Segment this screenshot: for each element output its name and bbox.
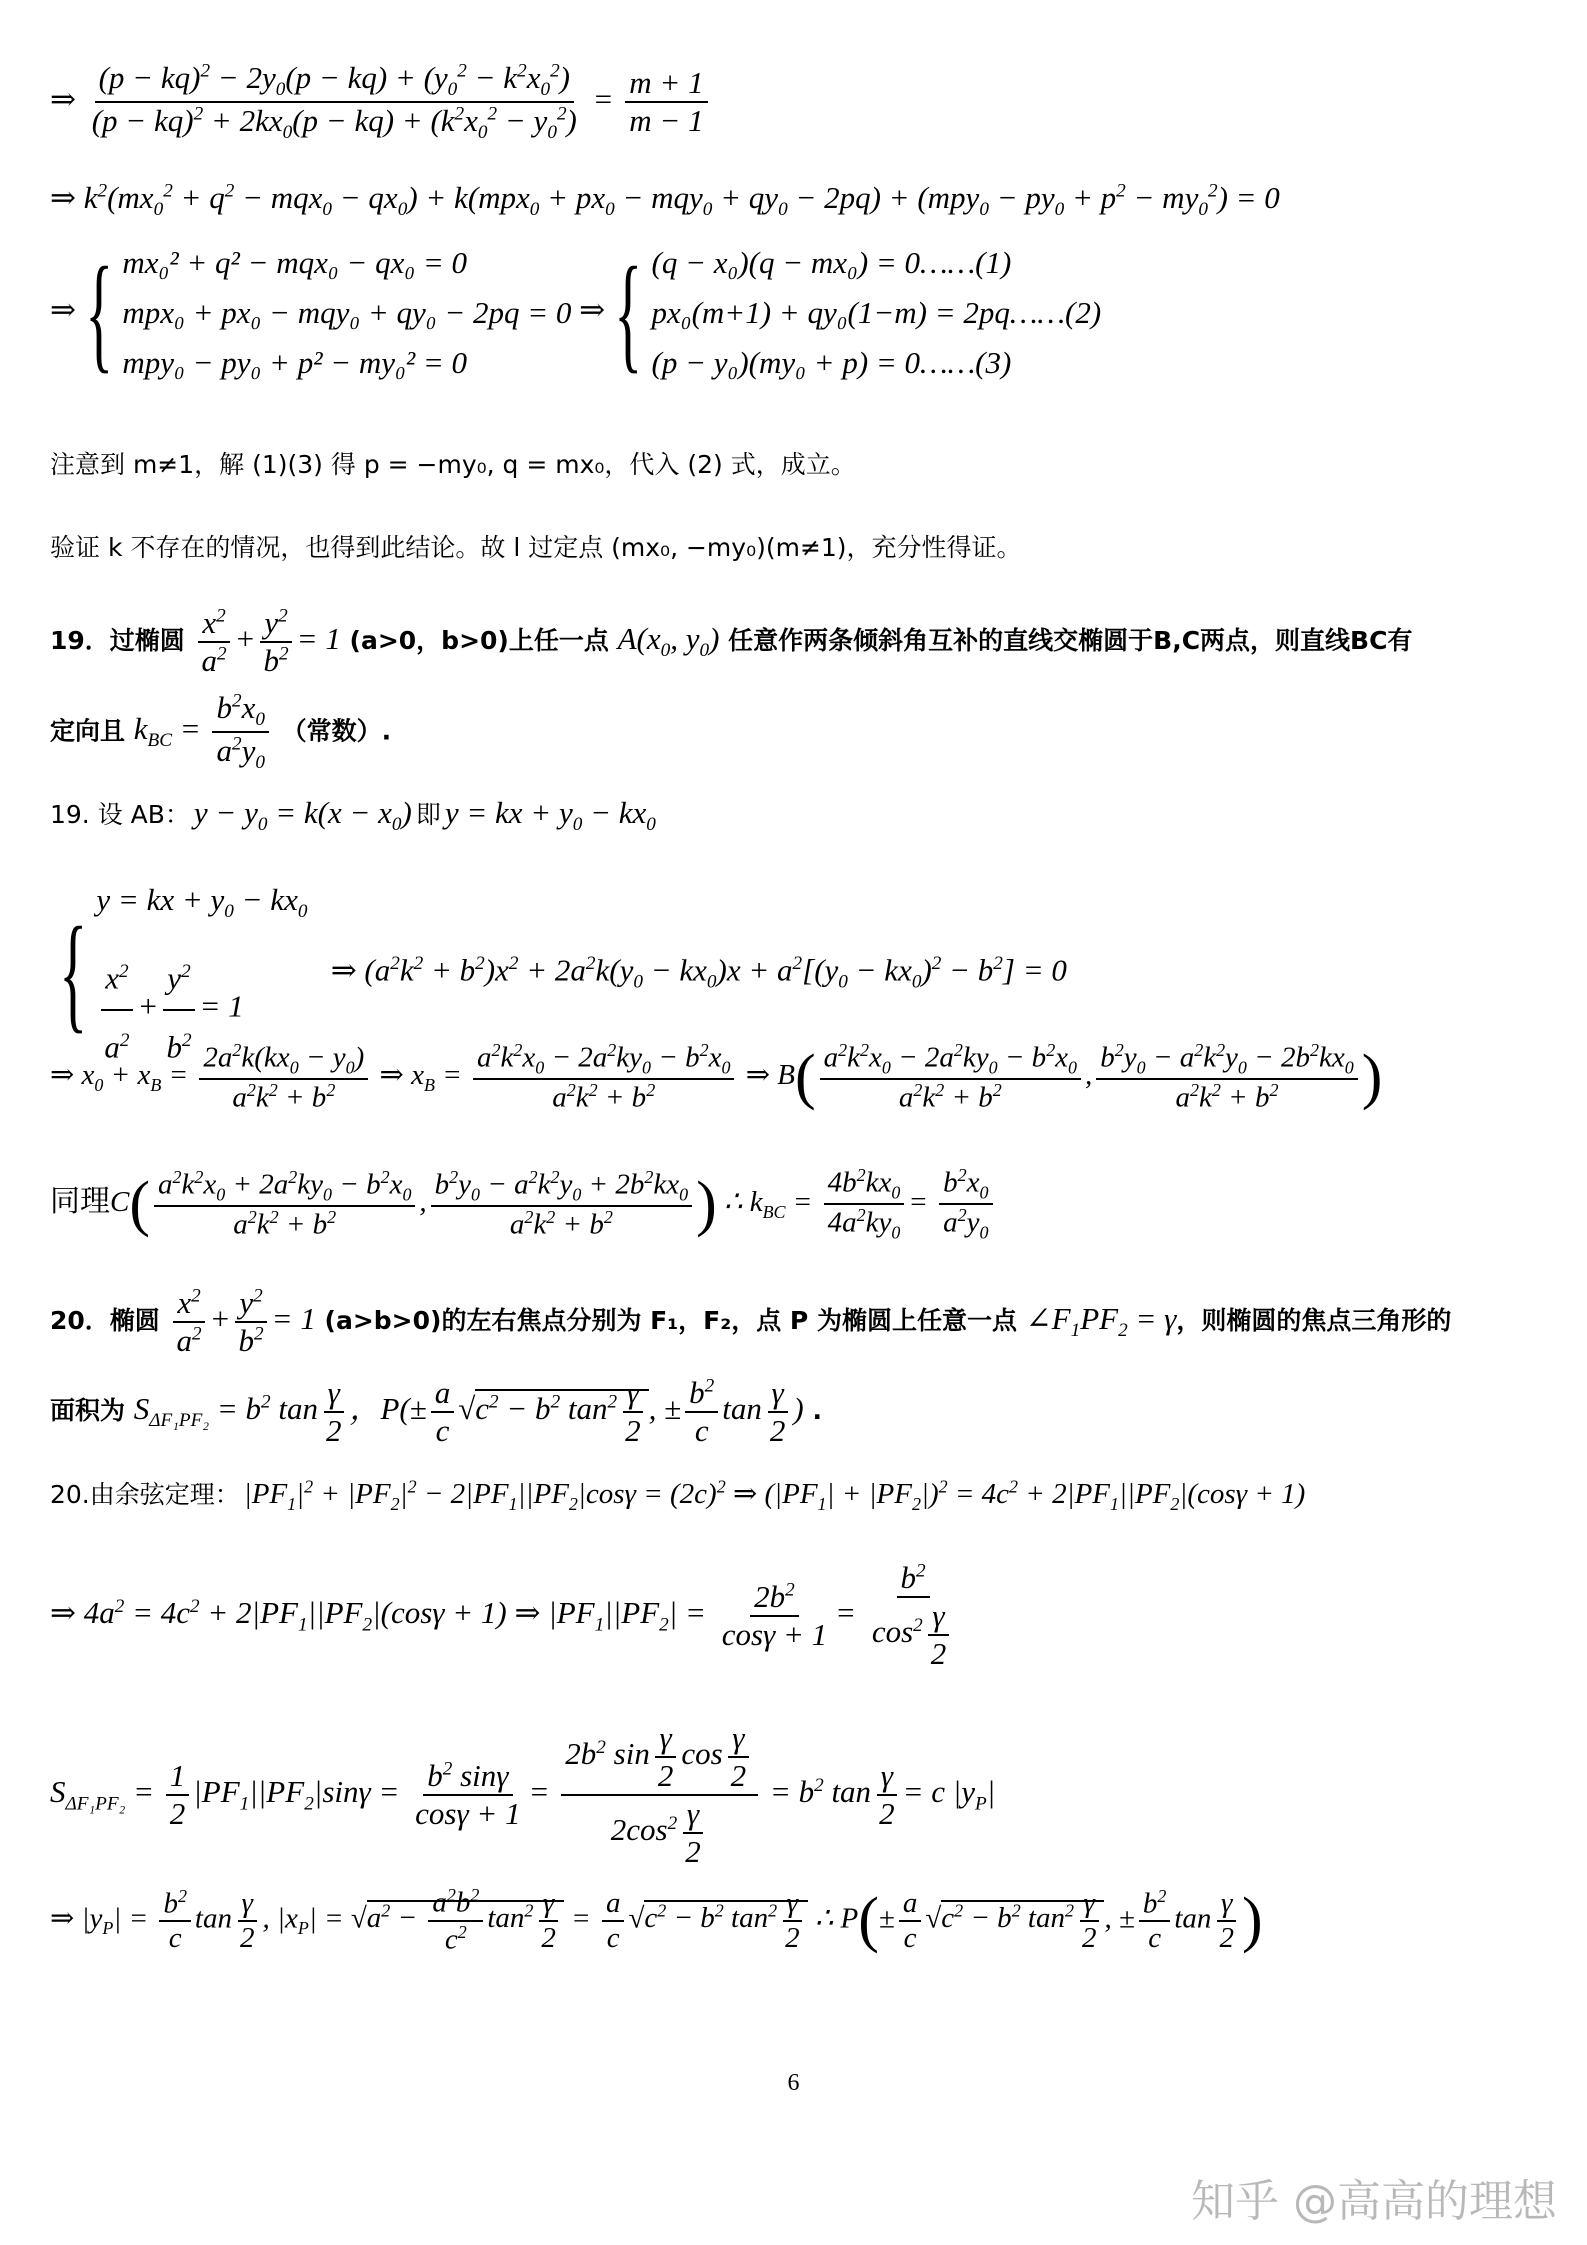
problem-19-label: 19．过椭圆 [50,626,185,656]
problem-20-cond: (a>b>0)的左右焦点分别为 F₁，F₂，点 P 为椭圆上任意一点 [324,1306,1017,1336]
problem-20-stmt-d: . [812,1396,822,1426]
note-2: 验证 k 不存在的情况，也得到此结论。故 l 过定点 (mx₀, −my₀)(m≠1)，充分性得证。 [50,533,1022,562]
problem-20-label: 20．椭圆 [50,1306,160,1336]
problem-19-stmt: 任意作两条倾斜角互补的直线交椭圆于B,C两点，则直线BC有 [728,626,1413,656]
derivation-line-2: ⇒ $k^2(mx_0^2 + q^2 - mqx_0 - qx_0) + k(mpx_0 + px_0 - mqy_0 + qy_0 - 2pq) + (mpy_0 - py_0 + p^2 - my_0^2) = 0$ [50,180,1280,221]
system-left-3: mpy₀ − py₀ + p² − my₀² = 0 [122,345,468,380]
problem-19-cond: (a>0，b>0)上任一点 [349,626,609,656]
note-1: 注意到 m≠1，解 (1)(3) 得 p = −my₀, q = mx₀，代入 (2) 式，成立。 [50,450,856,479]
system-left-2: mpx₀ + px₀ − mqy₀ + qy₀ − 2pq = 0 [122,295,572,330]
problem-20-stmt-c: 面积为 [50,1396,126,1426]
problem-20-line-1: 20．椭圆 $\frac{x^2}{a^2}$ + $\frac{y^2}{b^2}$ = 1 (a>b>0)的左右焦点分别为 F₁，F₂，点 P 为椭圆上任意一点 $\angle F_1PF_2 = \gamma$，则椭圆的焦点三角形的 [50,1285,1452,1358]
derivation-system: ⇒{ mx₀² + q² − mqx₀ − qx₀ = 0 mpx₀ + px₀ − mqy₀ + qy₀ − 2pq = 0 mpy₀ − py₀ + p² − my₀² = 0 ⇒{ (q − x₀)(q − mx₀) = 0……(1) px₀(m+1) + qy₀(1−m) = 2pq……(2) (p − y₀)(my₀ + p) = 0……(3) [50,238,1547,388]
solution-20-cos-law: 20.由余弦定理： $|PF_1|^2 + |PF_2|^2 - 2|PF_1||PF_2|\cos\gamma = (2c)^2$ ⇒ $(|PF_1| + |PF_2|)^2 = 4c^2 + 2|PF_1||PF_2|(\cos\gamma + 1)$ [50,1476,1306,1514]
problem-19-stmt-c: 定向且 [50,716,126,746]
system-right-3: (p − y₀)(my₀ + p) = 0……(3) [651,345,1012,380]
solution-19-intro: 19. 设 AB： $y - y_0 = k(x - x_0)$ 即 y = kx + $y_0 - kx_0$ [50,795,656,836]
system-left-1: mx₀² + q² − mqx₀ − qx₀ = 0 [122,245,468,280]
solution-19-xb: ⇒ $x_0 + x_B$ = $\frac{2a^2k(kx_0 - y_0)}{a^2k^2 + b^2}$ ⇒ $x_B$ = $\frac{a^2k^2x_0 - 2a^2ky_0 - b^2x_0}{a^2k^2 + b^2}$ ⇒ B( $\frac{a^2k^2x_0 - 2a^2ky_0 - b^2x_0}{a^2k^2 + b^2}$ , $\frac{b^2y_0 - a^2k^2y_0 - 2b^2kx_0}{a^2k^2 + b^2}$ ) [50,1040,1383,1115]
problem-20-stmt: ，则椭圆的焦点三角形的 [1176,1306,1452,1336]
system-right-1: (q − x₀)(q − mx₀) = 0……(1) [651,245,1012,280]
problem-19-line-1: 19．过椭圆 $\frac{x^2}{a^2}$ + $\frac{y^2}{b^2}$ = 1 (a>0，b>0)上任一点 $A(x_0$, $y_0$) 任意作两条倾斜角互补的直线交椭圆于B,C两点，则直线BC有 [50,605,1413,678]
problem-20-line-2: 面积为 $S_{\Delta F_1PF_2} = b^2$ tan $\frac{\gamma}{2}$ ，P(± $\frac{a}{c}$ $√c^2 - b^2$ $\tan^2$ $\frac{\gamma}{2}$ , ± $\frac{b^2}{c}$ tan $\frac{\gamma}{2}$ ) . [50,1375,822,1448]
solution-20-coords: ⇒ $|y_P|$ = $\frac{b^2}{c}$ tan $\frac{\gamma}{2}$ , $|x_P| = √a^2$ − $\frac{a^2b^2}{c^2}$ $\tan^2$ $\frac{\gamma}{2}$ = $\frac{a}{c}$ $√c^2 - b^2$ $\tan^2$ $\frac{\gamma}{2}$ ∴ P(± $\frac{a}{c}$ $√c^2 - b^2$ $\tan^2$ $\frac{\gamma}{2}$ , ± $\frac{b^2}{c}$ tan $\frac{\gamma}{2}$ ) [50,1885,1263,1956]
derivation-line-1: ⇒ $\frac{(p - kq)^2 - 2y_0(p - kq) + (y_0^2 - k^2x_0^2)}{(p - kq)^2 + 2kx_0(p - kq) + (k^2x_0^2 - y_0^2)}$ = $\frac{m + 1}{m - 1}$ [50,60,1547,144]
solution-19-system: { y = kx + $y_0 - kx_0$ $\frac{x^2}{a^2}$ + $\frac{y^2}{b^2}$ = 1 ⇒ $(a^2k^2 + b^2)x^2 + 2a^2k(y_0 - kx_0)x + a^2[(y_0 - kx_0)^2 - b^2] = 0$ [59,882,1067,1064]
solution-20-area: $S_{\Delta F_1PF_2}$ = $\frac{1}{2}$ $|PF_1||PF_2|\sin\gamma$ = $\frac{b^2 \sin\gamma}{\cos\gamma + 1}$ = $2b^2$ sin $\frac{\gamma}{2}$ cos $\frac{\gamma}{2}$ $2\cos^2$ $\frac{\gamma}{2}$ = $b^2$ tan $\frac{\gamma}{2}$ = c $|y_P|$ [50,1720,996,1869]
page-number: 6 [787,2070,800,2096]
watermark: 知乎 @高高的理想 [1191,2176,1557,2227]
solution-20-product: ⇒ $4a^2 = 4c^2 + 2|PF_1||PF_2|(\cos\gamma + 1)$ ⇒ $|PF_1||PF_2|$ = $\frac{2b^2}{\cos\gamma + 1}$ = $b^2$ $\cos^2$ $\frac{\gamma}{2}$ [50,1560,1547,1672]
problem-19-stmt-d: （常数）. [281,716,392,746]
system-right-2: px₀(m+1) + qy₀(1−m) = 2pq……(2) [651,295,1102,330]
problem-19-line-2: 定向且 $k_{BC}$ = $\frac{b^2x_0}{a^2y_0}$ （常数）. [50,690,392,774]
solution-19-c: 同理C( $\frac{a^2k^2x_0 + 2a^2ky_0 - b^2x_0}{a^2k^2 + b^2}$ , $\frac{b^2y_0 - a^2k^2y_0 + 2b^2kx_0}{a^2k^2 + b^2}$ ) ∴ $k_{BC}$ = $\frac{4b^2kx_0}{4a^2ky_0}$ = $\frac{b^2x_0}{a^2y_0}$ [50,1165,1547,1244]
